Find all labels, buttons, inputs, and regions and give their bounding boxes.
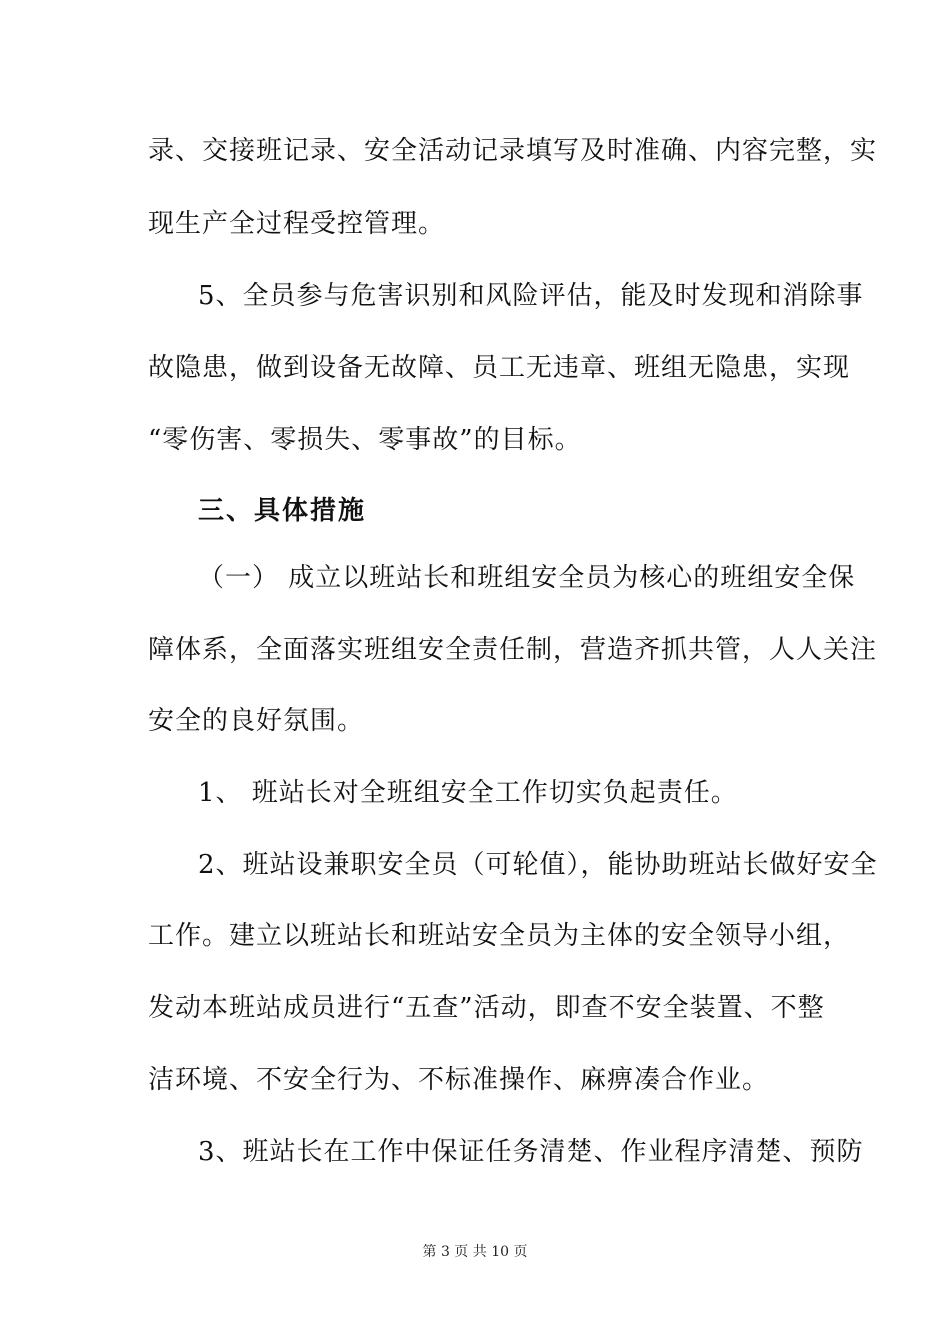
body-text-line: 故隐患，做到设备无故障、员工无违章、班组无隐患，实现 — [148, 353, 851, 383]
body-text-line: 安全的良好氛围。 — [148, 706, 365, 736]
subsection-heading: （一） 成立以班站长和班组安全员为核心的班组安全保 — [198, 563, 856, 593]
list-item-2: 2、班站设兼职安全员（可轮值），能协助班站长做好安全 — [198, 850, 878, 880]
page-number-footer: 第 3 页 共 10 页 — [422, 1244, 528, 1260]
section-heading: 三、具体措施 — [198, 496, 367, 526]
body-text-line: 障体系，全面落实班组安全责任制，营造齐抓共管，人人关注 — [148, 635, 878, 665]
body-text-line: 洁环境、不安全行为、不标准操作、麻痹凑合作业。 — [148, 1065, 770, 1095]
body-text-line: “零伤害、零损失、零事故”的目标。 — [148, 425, 582, 455]
body-text-line: 发动本班站成员进行“五查”活动，即查不安全装置、不整 — [148, 993, 825, 1023]
list-item-3: 3、班站长在工作中保证任务清楚、作业程序清楚、预防 — [198, 1137, 864, 1167]
body-text-line: 录、交接班记录、安全活动记录填写及时准确、内容完整，实 — [148, 136, 878, 166]
body-text-line: 工作。建立以班站长和班站安全员为主体的安全领导小组， — [148, 921, 851, 951]
body-text-line: 现生产全过程受控管理。 — [148, 209, 446, 239]
list-item-5: 5、全员参与危害识别和风险评估，能及时发现和消除事 — [198, 281, 864, 311]
list-item-1: 1、 班站长对全班组安全工作切实负起责任。 — [198, 778, 738, 808]
